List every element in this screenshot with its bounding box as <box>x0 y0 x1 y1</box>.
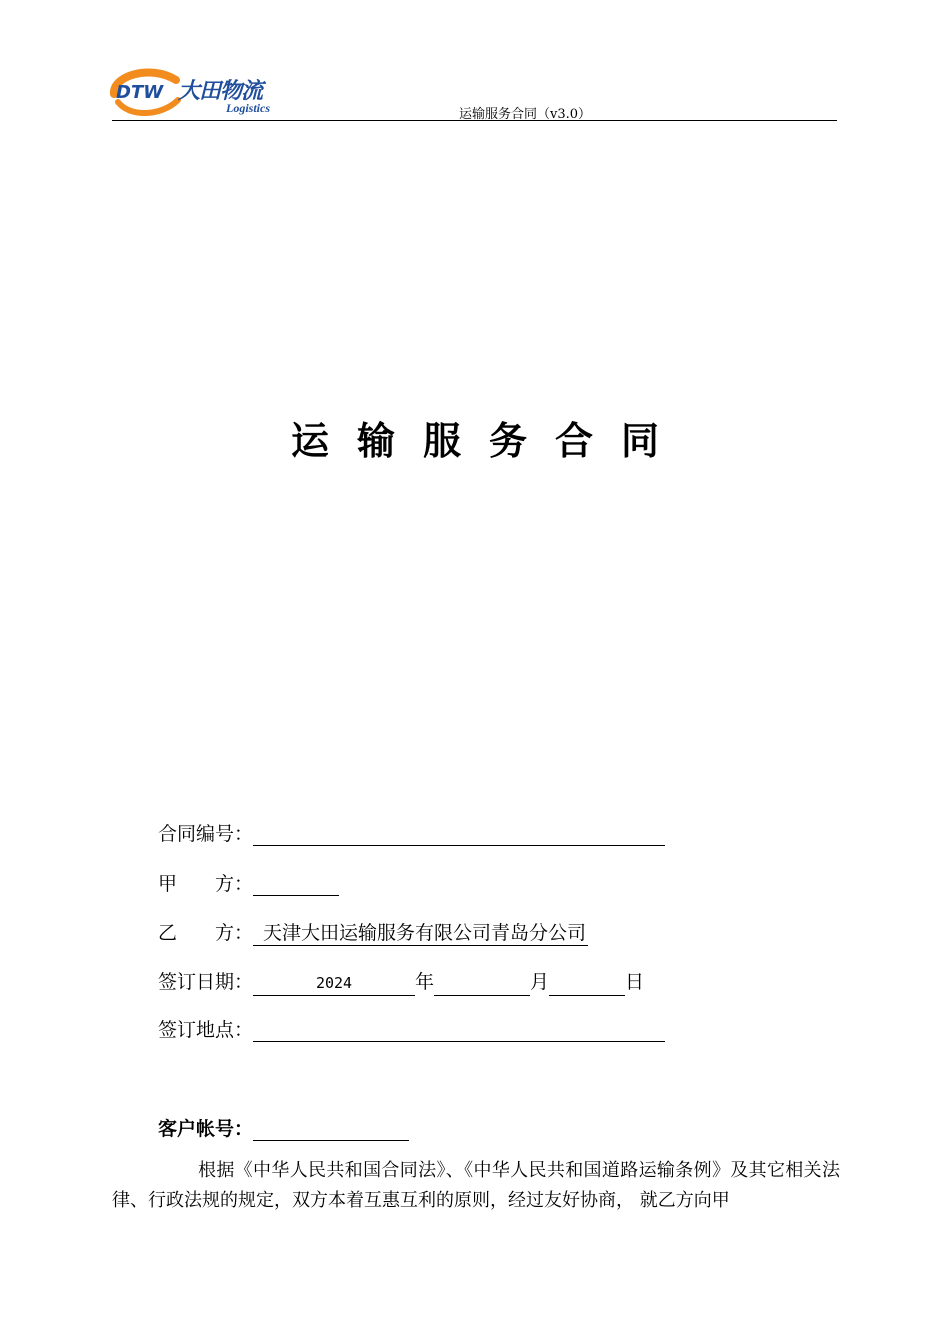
logo-badge-text: DTW <box>116 82 164 103</box>
sign-place-blank <box>253 1021 665 1042</box>
party-a-row <box>158 872 339 896</box>
sign-place-label: 签订地点： <box>158 1019 254 1041</box>
sign-place-row <box>158 1018 665 1042</box>
day-blank <box>549 975 625 996</box>
logo-name: 大田物流 <box>178 79 263 104</box>
contract-number-row <box>158 822 665 846</box>
customer-account-row <box>158 1114 409 1141</box>
year-value: 2024 <box>253 971 415 996</box>
document-title: 运输服务合同 <box>290 419 687 463</box>
sign-date-row <box>158 970 644 996</box>
customer-account-blank <box>253 1120 409 1141</box>
header-doc-label: 运输服务合同（v3.0） <box>459 107 592 122</box>
day-unit: 日 <box>625 971 645 993</box>
party-b-row <box>158 921 588 946</box>
contract-number-label: 合同编号： <box>158 823 254 845</box>
party-b-value: 天津大田运输服务有限公司青岛分公司 <box>253 921 588 946</box>
preamble-paragraph: 根据《中华人民共和国合同法》、《中华人民共和国道路运输条例》及其它相关法律、行政法规的规定，双方本着互惠互利的原则，经过友好协商， 就乙方向甲 <box>112 1160 840 1211</box>
month-blank <box>434 975 530 996</box>
logo-subtitle: Logistics <box>226 101 270 115</box>
party-a-label: 甲 方： <box>158 873 254 895</box>
month-unit: 月 <box>530 971 550 993</box>
party-a-blank <box>253 875 339 896</box>
contract-number-blank <box>253 825 665 846</box>
customer-account-label: 客户帐号： <box>158 1118 254 1140</box>
sign-date-label: 签订日期： <box>158 971 254 993</box>
header-divider <box>112 120 837 121</box>
year-unit: 年 <box>415 971 435 993</box>
party-b-label: 乙 方： <box>158 922 254 944</box>
